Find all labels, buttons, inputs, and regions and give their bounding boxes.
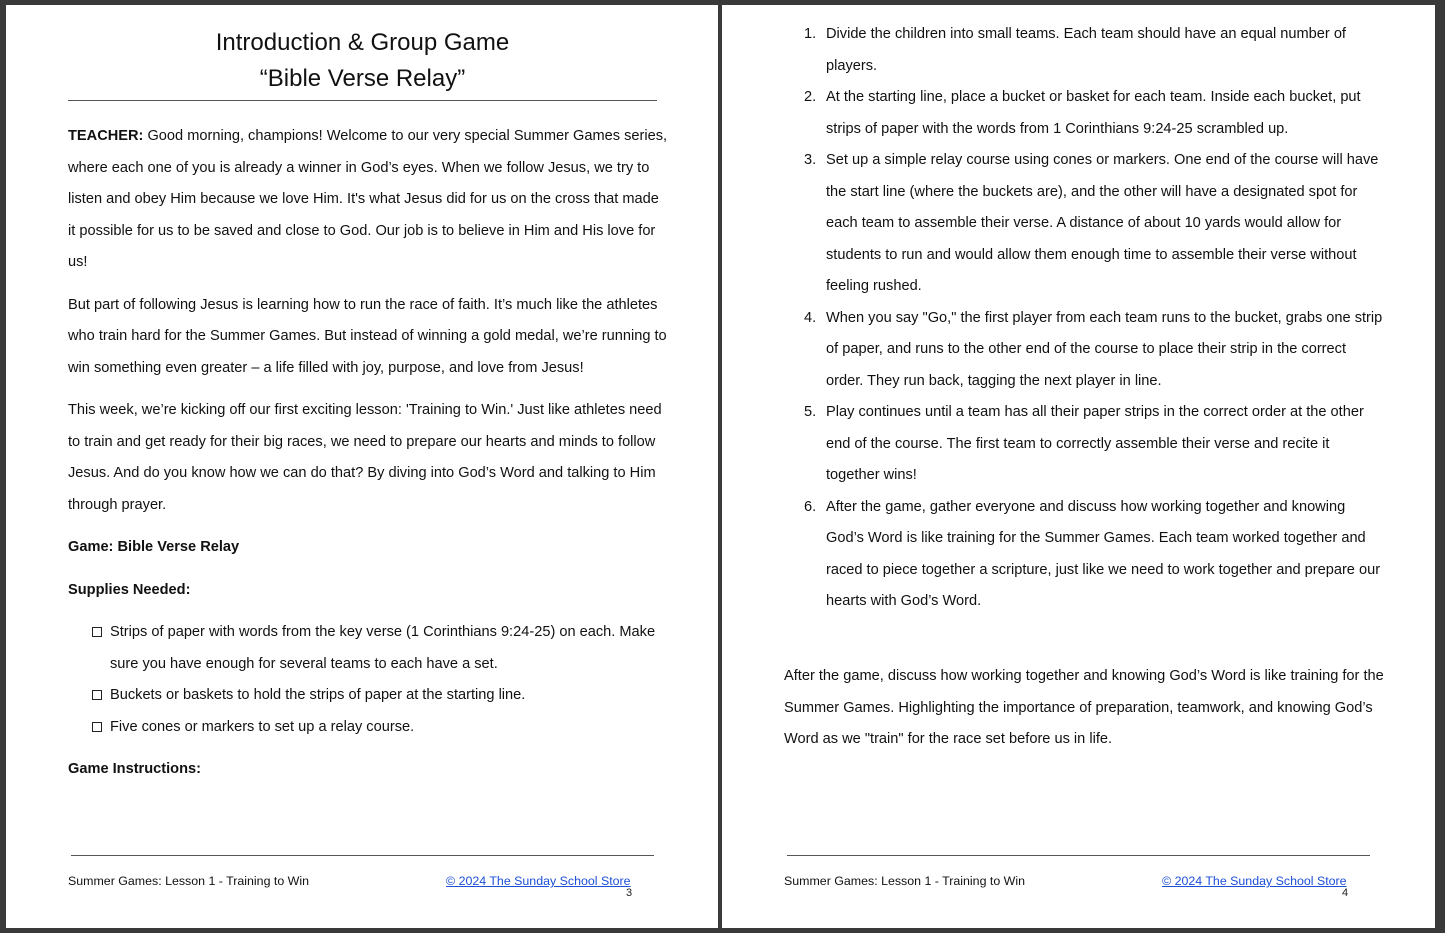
supplies-list bbox=[68, 617, 668, 743]
document-page-4 bbox=[722, 5, 1435, 928]
supplies-heading: Supplies Needed: bbox=[68, 581, 191, 598]
teacher-label: TEACHER: bbox=[68, 128, 144, 144]
step-number: 3. bbox=[804, 152, 817, 168]
teacher-paragraph bbox=[68, 121, 668, 279]
footer-lesson-title: Summer Games: Lesson 1 - Training to Win bbox=[68, 874, 310, 888]
page-title bbox=[68, 25, 657, 97]
supply-item bbox=[110, 617, 668, 680]
title-line-2: “Bible Verse Relay” bbox=[259, 65, 466, 92]
instruction-step bbox=[784, 19, 1384, 82]
footer-divider bbox=[71, 855, 654, 856]
step-text: Set up a simple relay course using cones or markers. One end of the course will have the start line (where the buckets are), and the other will have a designated spot for each team to assemble their verse. A distance of about 10 yards would allow for students to run and would allow them enough time to assemble their verse without feeling rushed. bbox=[826, 152, 1379, 294]
page-number: 3 bbox=[626, 887, 633, 899]
instruction-step bbox=[784, 397, 1384, 492]
page-number: 4 bbox=[1342, 887, 1349, 899]
step-number: 4. bbox=[804, 309, 817, 326]
checkbox-icon bbox=[92, 722, 102, 732]
supply-text: Five cones or markers to set up a relay course. bbox=[110, 718, 415, 735]
instruction-step bbox=[784, 82, 1384, 145]
step-text: After the game, gather everyone and discuss how working together and knowing God’s Word is like training for the Summer Games. Each team worked together and raced to piece together a scripture, just like we need to work together and prepare our hearts with God’s Word. bbox=[826, 498, 1381, 609]
game-heading: Game: Bible Verse Relay bbox=[68, 539, 240, 555]
supply-item bbox=[110, 712, 668, 744]
step-number: 6. bbox=[804, 498, 817, 515]
document-page-3 bbox=[6, 5, 718, 928]
step-number: 2. bbox=[804, 89, 817, 105]
supply-text: Strips of paper with words from the key verse (1 Corinthians 9:24-25) on each. Make sure you have enough for several teams to each have a set. bbox=[110, 624, 656, 672]
instructions-heading: Game Instructions: bbox=[68, 761, 201, 777]
step-text: At the starting line, place a bucket or basket for each team. Inside each bucket, put strips of paper with the words from 1 Corinthians 9:24-25 scrambled up. bbox=[826, 89, 1361, 137]
step-text: Play continues until a team has all their paper strips in the correct order at the other end of the course. The first team to correctly assemble their verse and recite it together wins! bbox=[826, 404, 1364, 483]
step-number: 5. bbox=[804, 404, 817, 420]
supply-item bbox=[110, 680, 668, 712]
title-divider bbox=[68, 100, 657, 101]
teacher-text: Good morning, champions! Welcome to our very special Summer Games series, where each one of you is already a winner in God’s eyes. When we follow Jesus, we try to listen and obey Him because we love Him. It's what Jesus did for us on the cross that made it possible for us to be saved and close to God. Our job is to believe in Him and His love for us! bbox=[68, 128, 668, 270]
supply-text: Buckets or baskets to hold the strips of paper at the starting line. bbox=[110, 687, 526, 703]
footer-divider bbox=[787, 855, 1370, 856]
copyright-link[interactable]: © 2024 The Sunday School Store bbox=[446, 874, 631, 888]
page-3-body bbox=[68, 121, 668, 797]
step-text: Divide the children into small teams. Each team should have an equal number of players. bbox=[826, 26, 1346, 74]
footer-lesson-title: Summer Games: Lesson 1 - Training to Win bbox=[784, 874, 1026, 888]
paragraph-race-of-faith: But part of following Jesus is learning how to run the race of faith. It’s much like the athletes who train hard for the Summer Games. But instead of winning a gold medal, we’re running to win something even greater – a life filled with joy, purpose, and love from Jesus! bbox=[68, 296, 667, 376]
checkbox-icon bbox=[92, 627, 102, 637]
instruction-step bbox=[784, 492, 1384, 618]
closing-paragraph: After the game, discuss how working together and knowing God’s Word is like training for the Summer Games. Highlighting the importance of preparation, teamwork, and knowing God’s Word as we "train" for the race set before us in life. bbox=[784, 668, 1384, 747]
checkbox-icon bbox=[92, 690, 102, 700]
game-instructions-list bbox=[784, 19, 1384, 618]
paragraph-training-to-win: This week, we’re kicking off our first exciting lesson: 'Training to Win.' Just like athletes need to train and get ready for their big races, we need to prepare our hearts and minds to follow Jesus. And do you know how we can do that? By diving into God’s Word and talking to Him through prayer. bbox=[68, 402, 662, 513]
instruction-step bbox=[784, 303, 1384, 398]
instruction-step bbox=[784, 145, 1384, 303]
step-text: When you say "Go," the first player from each team runs to the bucket, grabs one strip of paper, and runs to the other end of the course to place their strip in the correct order. They run back, tagging the next player in line. bbox=[826, 309, 1383, 389]
step-number: 1. bbox=[804, 26, 817, 42]
title-line-1: Introduction & Group Game bbox=[215, 29, 510, 56]
copyright-link[interactable]: © 2024 The Sunday School Store bbox=[1162, 874, 1347, 888]
